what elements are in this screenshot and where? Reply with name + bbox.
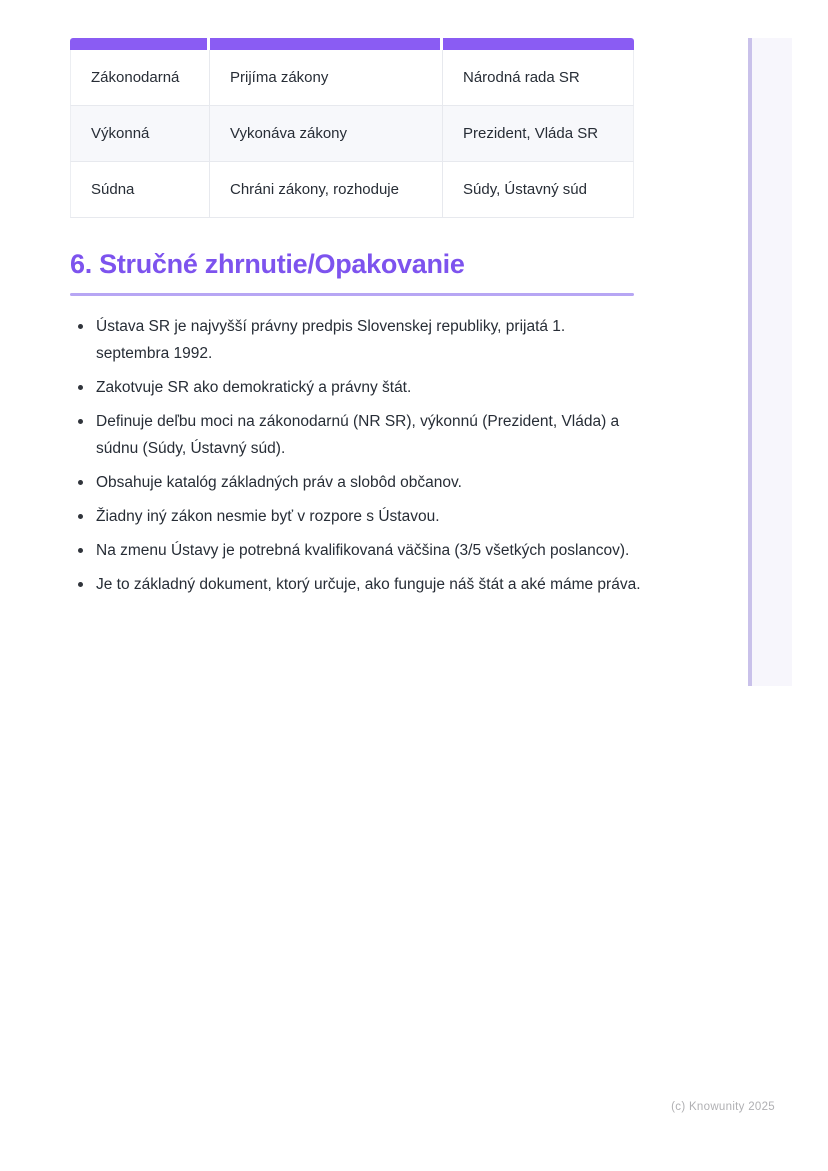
- list-item: Žiadny iný zákon nesmie byť v rozpore s Ústavou.: [70, 503, 641, 530]
- section-heading: 6. Stručné zhrnutie/Opakovanie: [70, 249, 465, 279]
- table-cell: Prezident, Vláda SR: [463, 125, 599, 142]
- table-cell: Prijíma zákony: [210, 50, 443, 105]
- table-accent-segment: [70, 38, 210, 50]
- copyright-footer: (c) Knowunity 2025: [671, 1101, 775, 1113]
- table-cell: Výkonná: [71, 106, 210, 161]
- section-divider: [70, 293, 634, 296]
- list-item: Zakotvuje SR ako demokratický a právny štát.: [70, 374, 641, 401]
- next-page-edge-strip: [748, 38, 792, 686]
- powers-table: [70, 38, 634, 218]
- table-row: [70, 50, 634, 106]
- table-cell: Súdy, Ústavný súd: [463, 181, 587, 198]
- table-cell: Vykonáva zákony: [210, 106, 443, 161]
- table-accent-segment: [210, 38, 443, 50]
- table-row: [70, 162, 634, 218]
- table-accent-segment: [443, 38, 634, 50]
- table-cell: Národná rada SR: [463, 69, 580, 86]
- table-accent-bar: [70, 38, 634, 50]
- list-item: Na zmenu Ústavy je potrebná kvalifikovaná väčšina (3/5 všetkých poslancov).: [70, 537, 641, 564]
- list-item: Je to základný dokument, ktorý určuje, ako funguje náš štát a aké máme práva.: [70, 571, 641, 598]
- table-row: [70, 106, 634, 162]
- list-item: Definuje deľbu moci na zákonodarnú (NR SR), výkonnú (Prezident, Vláda) a súdnu (Súdy, Ústavný súd).: [70, 408, 641, 462]
- summary-list: [70, 313, 641, 605]
- table-cell: Chráni zákony, rozhoduje: [210, 162, 443, 217]
- table-cell: Súdna: [71, 162, 210, 217]
- list-item: Obsahuje katalóg základných práv a slobôd občanov.: [70, 469, 641, 496]
- table-cell: Zákonodarná: [71, 50, 210, 105]
- list-item: Ústava SR je najvyšší právny predpis Slovenskej republiky, prijatá 1. septembra 1992.: [70, 313, 641, 367]
